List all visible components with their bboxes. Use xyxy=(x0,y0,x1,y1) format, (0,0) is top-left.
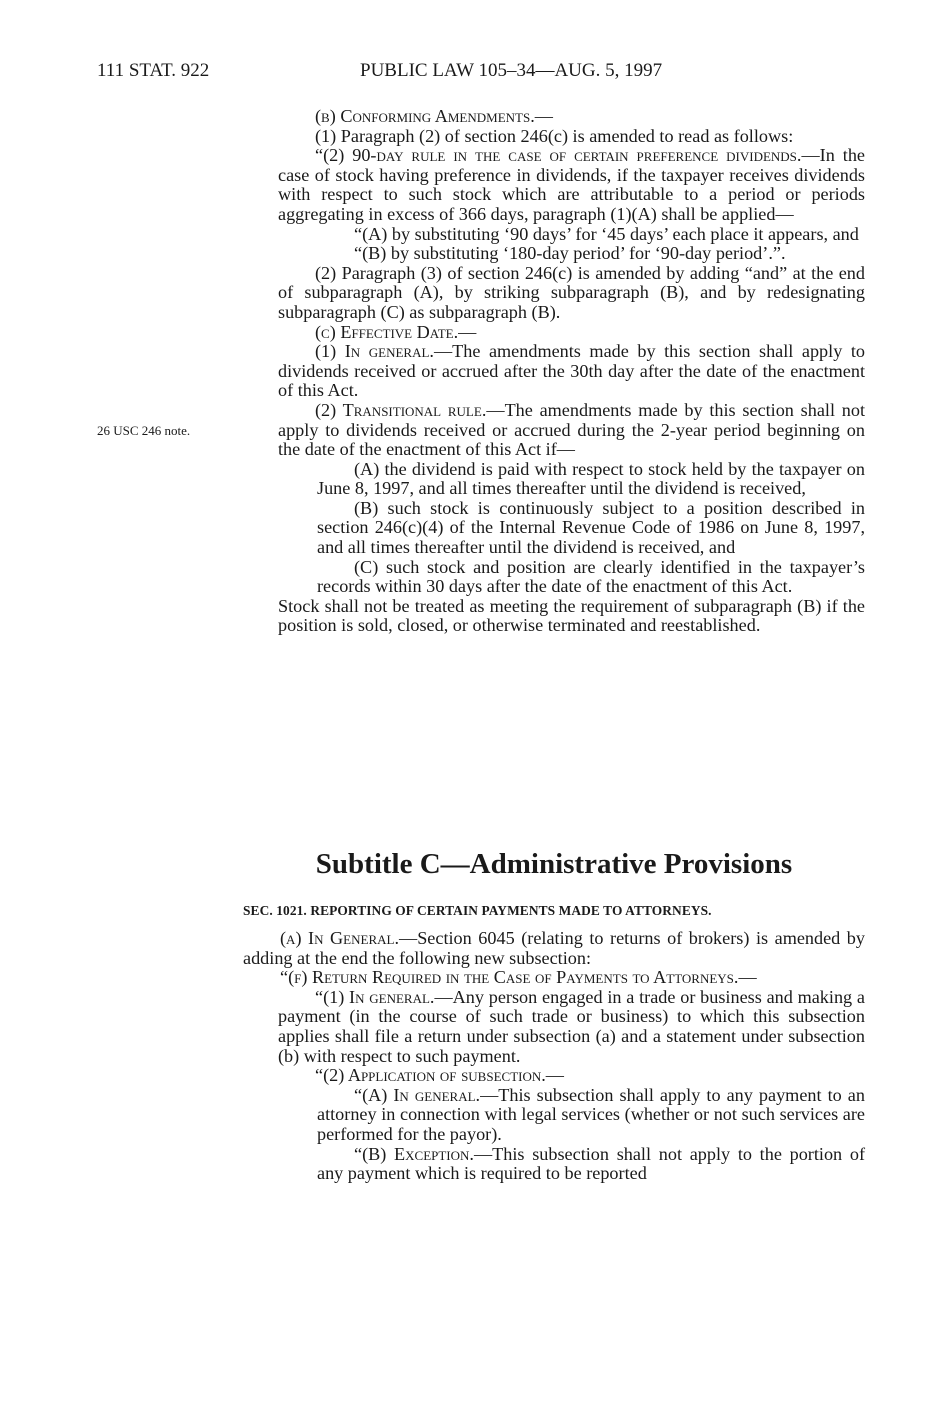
paragraph-f1 xyxy=(278,988,865,1066)
conforming-amendments-heading: (b) Conforming Amendments.— xyxy=(315,106,553,126)
quoted-paragraph-2-heading: “(2) 90-day rule in the case of certain preference dividends. xyxy=(315,145,802,166)
subparagraph-f2-b-heading: “(B) Exception. xyxy=(354,1143,474,1164)
quoted-subparagraph-b: “(B) by substituting ‘180-day period’ for ‘90-day period’.”. xyxy=(354,243,786,264)
statute-page-number: 111 STAT. 922 xyxy=(97,60,210,81)
paragraph-f1-text: —Any person engaged in a trade or business and making a payment (in the course of such trade or business) to which this subsection applies shall file a return under subsection (a) and a statement under subsection (b) with respect to such payment. xyxy=(278,986,865,1066)
paragraph-c1-heading: (1) In general. xyxy=(315,341,434,362)
subsection-a xyxy=(243,929,865,968)
section-1021-heading: SEC. 1021. REPORTING OF CERTAIN PAYMENTS MADE TO ATTORNEYS. xyxy=(243,903,712,918)
paragraph-b1: (1) Paragraph (2) of section 246(c) is amended to read as follows: xyxy=(315,125,794,146)
margin-note: 26 USC 246 note. xyxy=(97,423,191,438)
subparagraph-f2-b xyxy=(278,1145,865,1184)
paragraph-b2: (2) Paragraph (3) of section 246(c) is amended by adding “and” at the end of subparagraph (A), by striking subparagraph (B), and by redesignating subparagraph (C) as subparagraph (B). xyxy=(278,262,865,322)
stock-treatment-clause: Stock shall not be treated as meeting the requirement of subparagraph (B) if the position is sold, closed, or otherwise terminated and reestablished. xyxy=(278,595,865,636)
section-body-bottom xyxy=(243,929,865,1184)
subparagraph-f2-b-text: —This subsection shall not apply to the portion of any payment which is required to be reported xyxy=(317,1143,866,1184)
subsection-a-heading: (a) In General. xyxy=(280,928,399,948)
section-body-top xyxy=(278,107,865,636)
subsection-f-heading: “(f) Return Required in the Case of Payments to Attorneys.— xyxy=(280,967,757,988)
subparagraph-f2-a-heading: “(A) In general. xyxy=(354,1084,481,1105)
effective-date-heading: (c) Effective Date.— xyxy=(315,321,477,342)
subparagraph-c-b: (B) such stock is continuously subject to a position described in section 246(c)(4) of the Internal Revenue Code of 1986 on June 8, 1997, and all times thereafter until the dividend is received, and xyxy=(317,497,865,558)
paragraph-c2 xyxy=(278,401,865,460)
subparagraph-c-c: (C) such stock and position are clearly identified in the taxpayer’s records within 30 days after the date of the enactment of this Act. xyxy=(317,556,865,597)
quoted-paragraph-2-text: —In the case of stock having preference in dividends, if the taxpayer receives dividends with respect to such stock which are attributable to a period or periods aggregating in excess of 366 days, paragraph (1)(A) shall be applied— xyxy=(278,145,865,224)
paragraph-f2-heading: “(2) Application of subsection.— xyxy=(315,1065,564,1086)
paragraph-c1-text: —The amendments made by this section shall apply to dividends received or accrued after the 30th day after the date of the enactment of this Act. xyxy=(278,341,865,401)
subparagraph-f2-a xyxy=(278,1086,865,1145)
subsection-f-body xyxy=(243,988,865,1184)
quoted-paragraph-2 xyxy=(278,146,865,224)
paragraph-c1 xyxy=(278,342,865,401)
paragraph-f1-heading: “(1) In general. xyxy=(315,986,435,1007)
public-law-header: PUBLIC LAW 105–34—AUG. 5, 1997 xyxy=(360,60,663,81)
subparagraph-c-a: (A) the dividend is paid with respect to stock held by the taxpayer on June 8, 1997, and all times thereafter until the dividend is received, xyxy=(317,458,865,499)
subtitle-heading: Subtitle C—Administrative Provisions xyxy=(315,848,793,880)
paragraph-c2-heading: (2) Transitional rule. xyxy=(315,399,487,420)
subparagraph-f2-a-text: —This subsection shall apply to any payment to an attorney in connection with legal services (whether or not such services are performed for the payor). xyxy=(317,1084,865,1144)
subsection-a-text: —Section 6045 (relating to returns of brokers) is amended by adding at the end the following new subsection: xyxy=(243,928,865,968)
quoted-subparagraph-a: “(A) by substituting ‘90 days’ for ‘45 days’ each place it appears, and xyxy=(354,223,859,244)
paragraph-c2-text: —The amendments made by this section shall not apply to dividends received or accrued during the 2-year period beginning on the date of the enactment of this Act if— xyxy=(278,399,865,460)
